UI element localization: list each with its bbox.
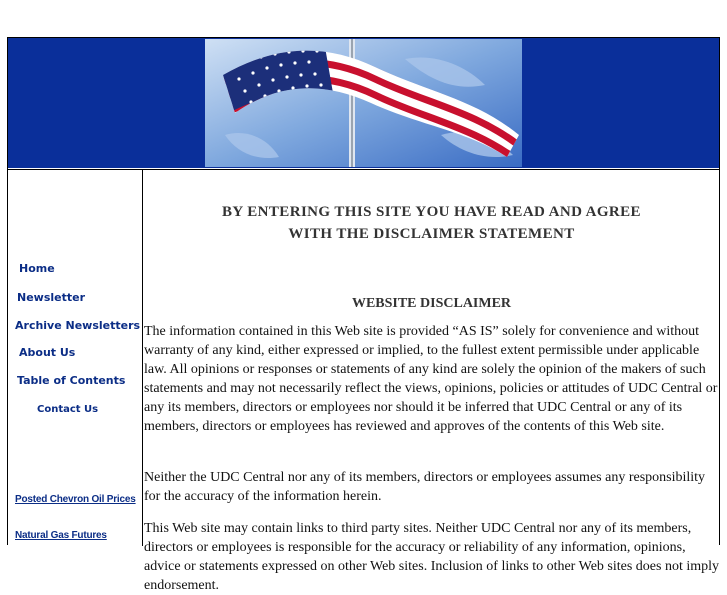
page-frame xyxy=(7,37,720,593)
agreement-headline-line-1: BY ENTERING THIS SITE YOU HAVE READ AND AGREE xyxy=(222,204,641,220)
disclaimer-paragraph-1: The information contained in this Web site is provided “AS IS” solely for convenience and without warranty of any kind, either expressed or implied, to the fullest extent permissible under applicable law. All opinions or responses or statements of any kind are solely the opinion of the makers of such statements and may not necessarily reflect the views, opinions, policies or attitudes of UDC Central or any its members, directors or employees nor should it be inferred that UDC Central or any of its members, directors or employees has reviewed and approves of the contents of this Web site. xyxy=(144,324,718,434)
disclaimer-paragraph-2: Neither the UDC Central nor any of its members, directors or employees assumes any responsibility for the accuracy of the information herein. xyxy=(144,470,706,504)
agreement-headline-line-2: WITH THE DISCLAIMER STATEMENT xyxy=(288,226,575,242)
nav-table-of-contents-link[interactable]: Table of Contents xyxy=(17,374,126,387)
nav-about-us-link[interactable]: About Us xyxy=(19,346,76,359)
nav-contact-us-link[interactable]: Contact Us xyxy=(37,404,99,415)
natural-gas-futures-link[interactable]: Natural Gas Futures xyxy=(15,530,107,541)
american-flag-banner-image xyxy=(205,39,522,167)
header-banner xyxy=(8,38,719,168)
nav-newsletter-link[interactable]: Newsletter xyxy=(17,291,86,304)
website-disclaimer-heading: WEBSITE DISCLAIMER xyxy=(351,296,512,311)
disclaimer-paragraph-3: This Web site may contain links to third party sites. Neither UDC Central nor any of its members, directors or employees is responsible for the accuracy or reliability of any information, opinions, advice or statements expressed on other Web sites. Inclusion of links to other Web sites does not imply endorsement. xyxy=(144,521,720,593)
posted-chevron-oil-prices-link[interactable]: Posted Chevron Oil Prices xyxy=(15,494,136,505)
nav-archive-newsletters-link[interactable]: Archive Newsletters xyxy=(15,319,141,332)
nav-home-link[interactable]: Home xyxy=(19,262,55,275)
main-content xyxy=(143,169,720,593)
left-sidebar xyxy=(8,169,143,546)
